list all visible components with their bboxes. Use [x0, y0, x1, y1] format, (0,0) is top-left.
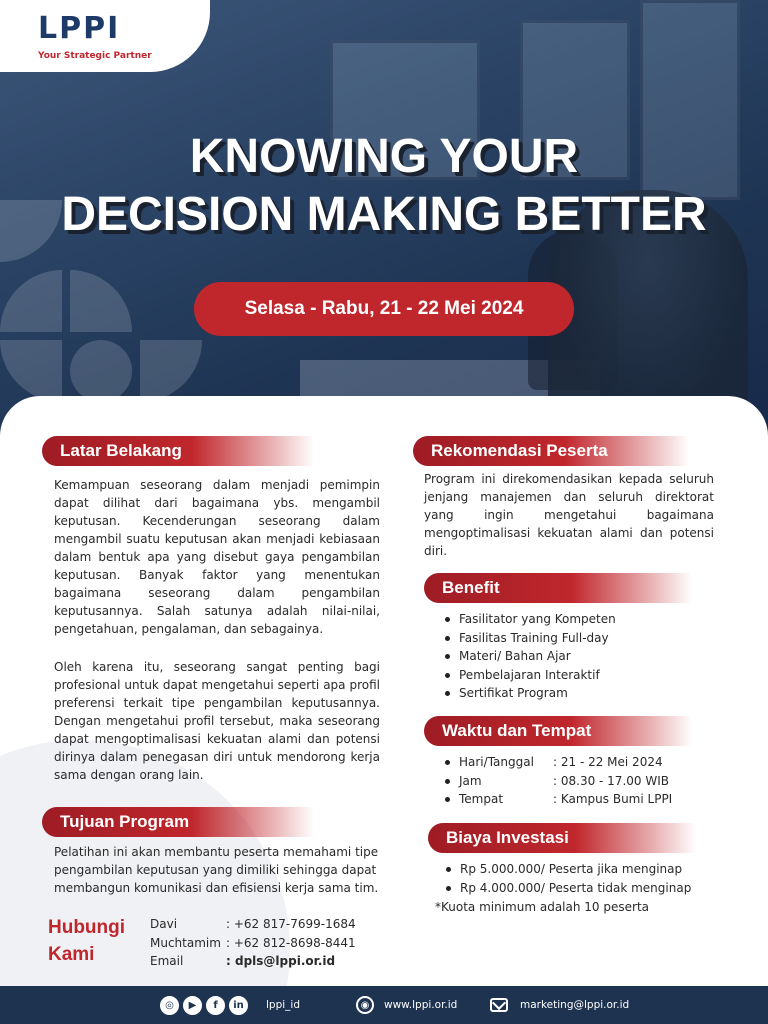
- section-heading-rekomendasi-peserta: Rekomendasi Peserta: [413, 436, 689, 466]
- contact-row: [150, 915, 356, 934]
- list-item: Pembelajaran Interaktif: [442, 666, 722, 685]
- marketing-email-link[interactable]: marketing@lppi.or.id: [520, 999, 630, 1011]
- detail-value: : Kampus Bumi LPPI: [553, 792, 673, 806]
- section-heading-biaya-investasi: Biaya Investasi: [428, 823, 696, 853]
- email-group: [490, 986, 629, 1024]
- benefit-list: [442, 610, 722, 703]
- contact-list: [150, 915, 356, 971]
- list-item: Rp 4.000.000/ Peserta tidak menginap: [443, 879, 733, 898]
- logo-tagline: Your Strategic Partner: [38, 51, 152, 61]
- contact-name: Muchtamim: [150, 935, 221, 950]
- detail-value: : 08.30 - 17.00 WIB: [553, 773, 669, 788]
- list-item: Materi/ Bahan Ajar: [442, 647, 722, 666]
- contact-phone[interactable]: : +62 817-7699-1684: [226, 917, 356, 931]
- rekomendasi-peserta-text: Program ini direkomendasikan kepada seluruh jenjang manajemen dan seluruh direktorat yang ingin mengetahui bagaimana mengoptimalisasi kekuatan alami dan potensi diri.: [424, 472, 714, 558]
- title-line-2: DECISION MAKING BETTER: [61, 188, 707, 241]
- hero-banner: [0, 0, 768, 440]
- list-item: [442, 790, 732, 809]
- contact-row: [150, 952, 356, 971]
- facebook-icon[interactable]: f: [206, 996, 225, 1015]
- section-heading-tujuan-program: Tujuan Program: [42, 807, 314, 837]
- page-title: [0, 128, 768, 244]
- globe-icon: ◉: [356, 996, 374, 1014]
- linkedin-icon[interactable]: in: [229, 996, 248, 1015]
- footer-bar: [0, 986, 768, 1024]
- list-item: [442, 772, 732, 791]
- title-line-1: KNOWING YOUR: [189, 130, 579, 183]
- waktu-tempat-list: [442, 753, 732, 809]
- social-handle[interactable]: lppi_id: [266, 999, 300, 1011]
- website-group: [356, 986, 457, 1024]
- youtube-icon[interactable]: ▶: [183, 996, 202, 1015]
- contact-row: [150, 934, 356, 953]
- section-heading-latar-belakang: Latar Belakang: [42, 436, 314, 466]
- latar-belakang-paragraph-2: Oleh karena itu, seseorang sangat penting bagi profesional untuk dapat mengetahui seperti apa profil preferensi terkait tipe pengambilan keputusannya. Dengan mengetahui profil tersebut, maka seseorang dapat mengoptimalisasi kekuatan alami dan potensi dirinya dalam penegasan diri untuk mendorong kerja sama dengan orang lain.: [54, 660, 380, 782]
- website-link[interactable]: www.lppi.or.id: [384, 999, 458, 1011]
- contact-email[interactable]: : dpls@lppi.or.id: [226, 954, 336, 968]
- detail-value: : 21 - 22 Mei 2024: [553, 755, 663, 769]
- list-item: Rp 5.000.000/ Peserta jika menginap: [443, 860, 733, 879]
- list-item: [442, 753, 732, 772]
- tujuan-program-text: Pelatihan ini akan membantu peserta memahami tipe pengambilan keputusan yang dimiliki sehingga dapat membangun komunikasi dan efisiensi kerja sama tim.: [54, 845, 379, 895]
- contact-heading-line-1: Hubungi: [48, 917, 126, 938]
- detail-label: Hari/Tanggal: [459, 755, 534, 769]
- social-group: [160, 986, 300, 1024]
- list-item: Fasilitas Training Full-day: [442, 629, 722, 648]
- list-item: Sertifikat Program: [442, 684, 722, 703]
- contact-heading-line-2: Kami: [48, 944, 95, 965]
- quota-note: *Kuota minimum adalah 10 peserta: [435, 900, 649, 914]
- detail-label: Jam: [459, 773, 482, 788]
- mail-icon: [490, 998, 508, 1012]
- logo-badge: [0, 0, 210, 72]
- event-date-pill: Selasa - Rabu, 21 - 22 Mei 2024: [194, 282, 574, 336]
- latar-belakang-paragraph-1: Kemampuan seseorang dalam menjadi pemimpin dapat dilihat dari bagaimana ybs. mengambil keputusan. Kecenderungan seseorang dalam mengambil suatu keputusan akan menjadi kebiasaan dalam bentuk apa yang disebut gaya pengambilan keputusan. Banyak faktor yang menentukan bagaimana seseorang dalam pengambilan keputusannya. Salah satunya adalah nilai-nilai, pengetahuan, pengalaman, dan sebagainya.: [54, 478, 380, 636]
- lppi-logo: LPPI: [38, 11, 121, 46]
- list-item: Fasilitator yang Kompeten: [442, 610, 722, 629]
- contact-name: Davi: [150, 917, 178, 931]
- contact-heading: [48, 914, 148, 968]
- section-heading-waktu-tempat: Waktu dan Tempat: [424, 716, 692, 746]
- instagram-icon[interactable]: ◎: [160, 996, 179, 1015]
- contact-phone[interactable]: : +62 812-8698-8441: [226, 935, 356, 950]
- contact-name: Email: [150, 954, 184, 968]
- section-heading-benefit: Benefit: [424, 573, 692, 603]
- detail-label: Tempat: [459, 792, 504, 806]
- biaya-list: [443, 860, 733, 897]
